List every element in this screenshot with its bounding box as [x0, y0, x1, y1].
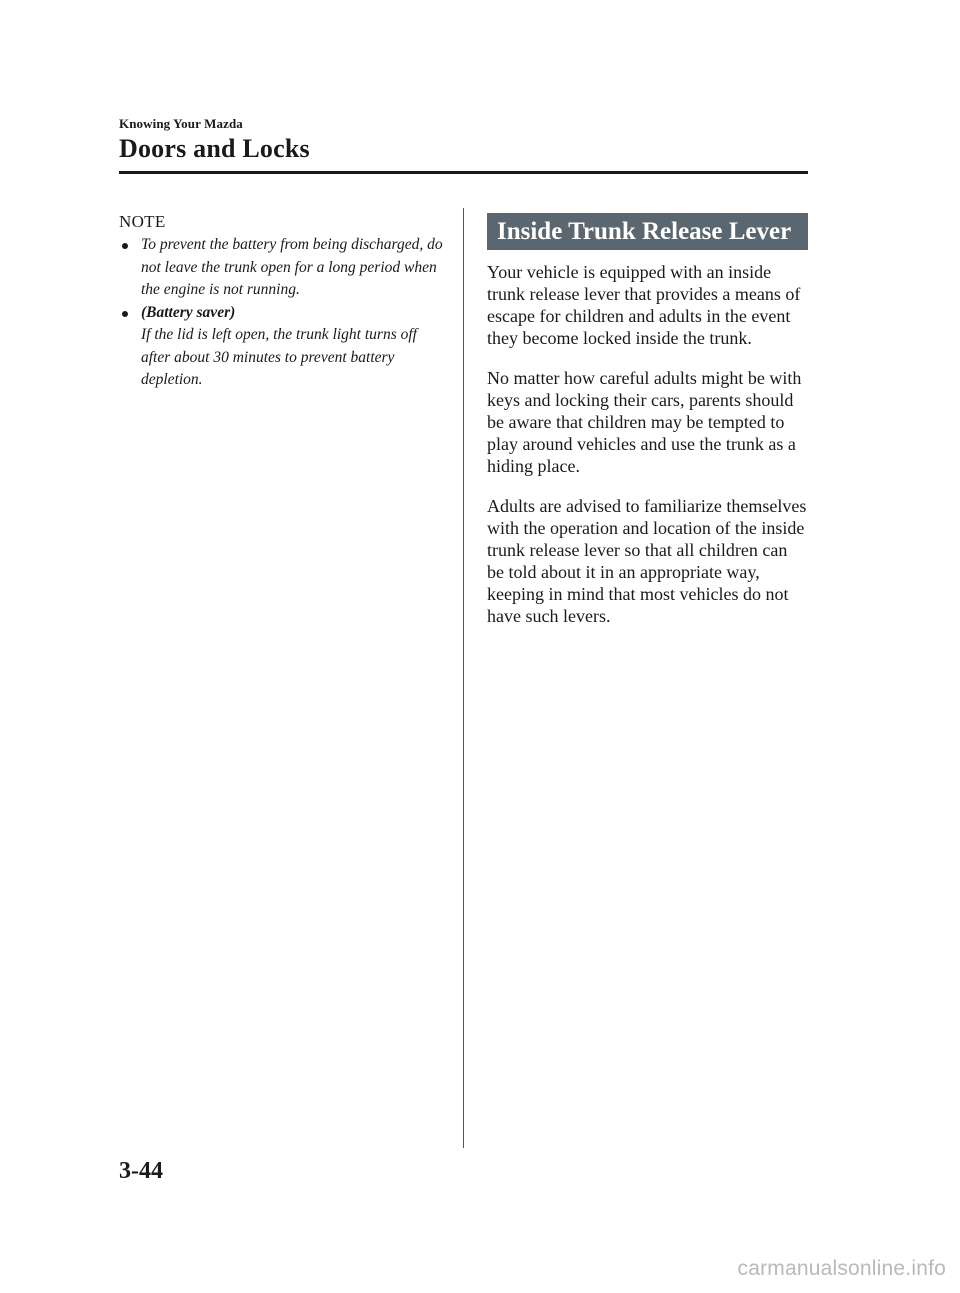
bullet-icon — [122, 243, 128, 249]
watermark: carmanualsonline.info — [737, 1257, 946, 1280]
section-content — [487, 213, 808, 645]
note-item-text: To prevent the battery from being discharged, do not leave the trunk open for a long period when the engine is not running. — [141, 236, 443, 298]
note-block — [119, 212, 449, 392]
note-list — [119, 234, 449, 392]
note-item — [119, 302, 449, 392]
note-item-text: If the lid is left open, the trunk light turns off after about 30 minutes to prevent battery depletion. — [141, 326, 417, 388]
body-paragraph: Adults are advised to familiarize themselves with the operation and location of the inside trunk release lever so that all children can be told about it in an appropriate way, keeping in mind that most vehicles do not have such levers. — [487, 496, 807, 626]
section-heading: Inside Trunk Release Lever — [487, 213, 808, 250]
header-rule — [119, 171, 808, 174]
note-heading: NOTE — [119, 212, 166, 231]
note-item-title: (Battery saver) — [141, 303, 236, 321]
bullet-icon — [122, 311, 128, 317]
page-title: Doors and Locks — [119, 134, 310, 163]
page-number: 3-44 — [119, 1158, 163, 1184]
section-kicker: Knowing Your Mazda — [119, 116, 243, 131]
body-paragraph: Your vehicle is equipped with an inside trunk release lever that provides a means of escape for children and adults in the event they become locked inside the trunk. — [487, 262, 801, 348]
note-item — [119, 234, 449, 302]
body-paragraph: No matter how careful adults might be with keys and locking their cars, parents should be aware that children may be tempted to play around vehicles and use the trunk as a hiding place. — [487, 368, 802, 476]
column-divider — [463, 208, 464, 1148]
